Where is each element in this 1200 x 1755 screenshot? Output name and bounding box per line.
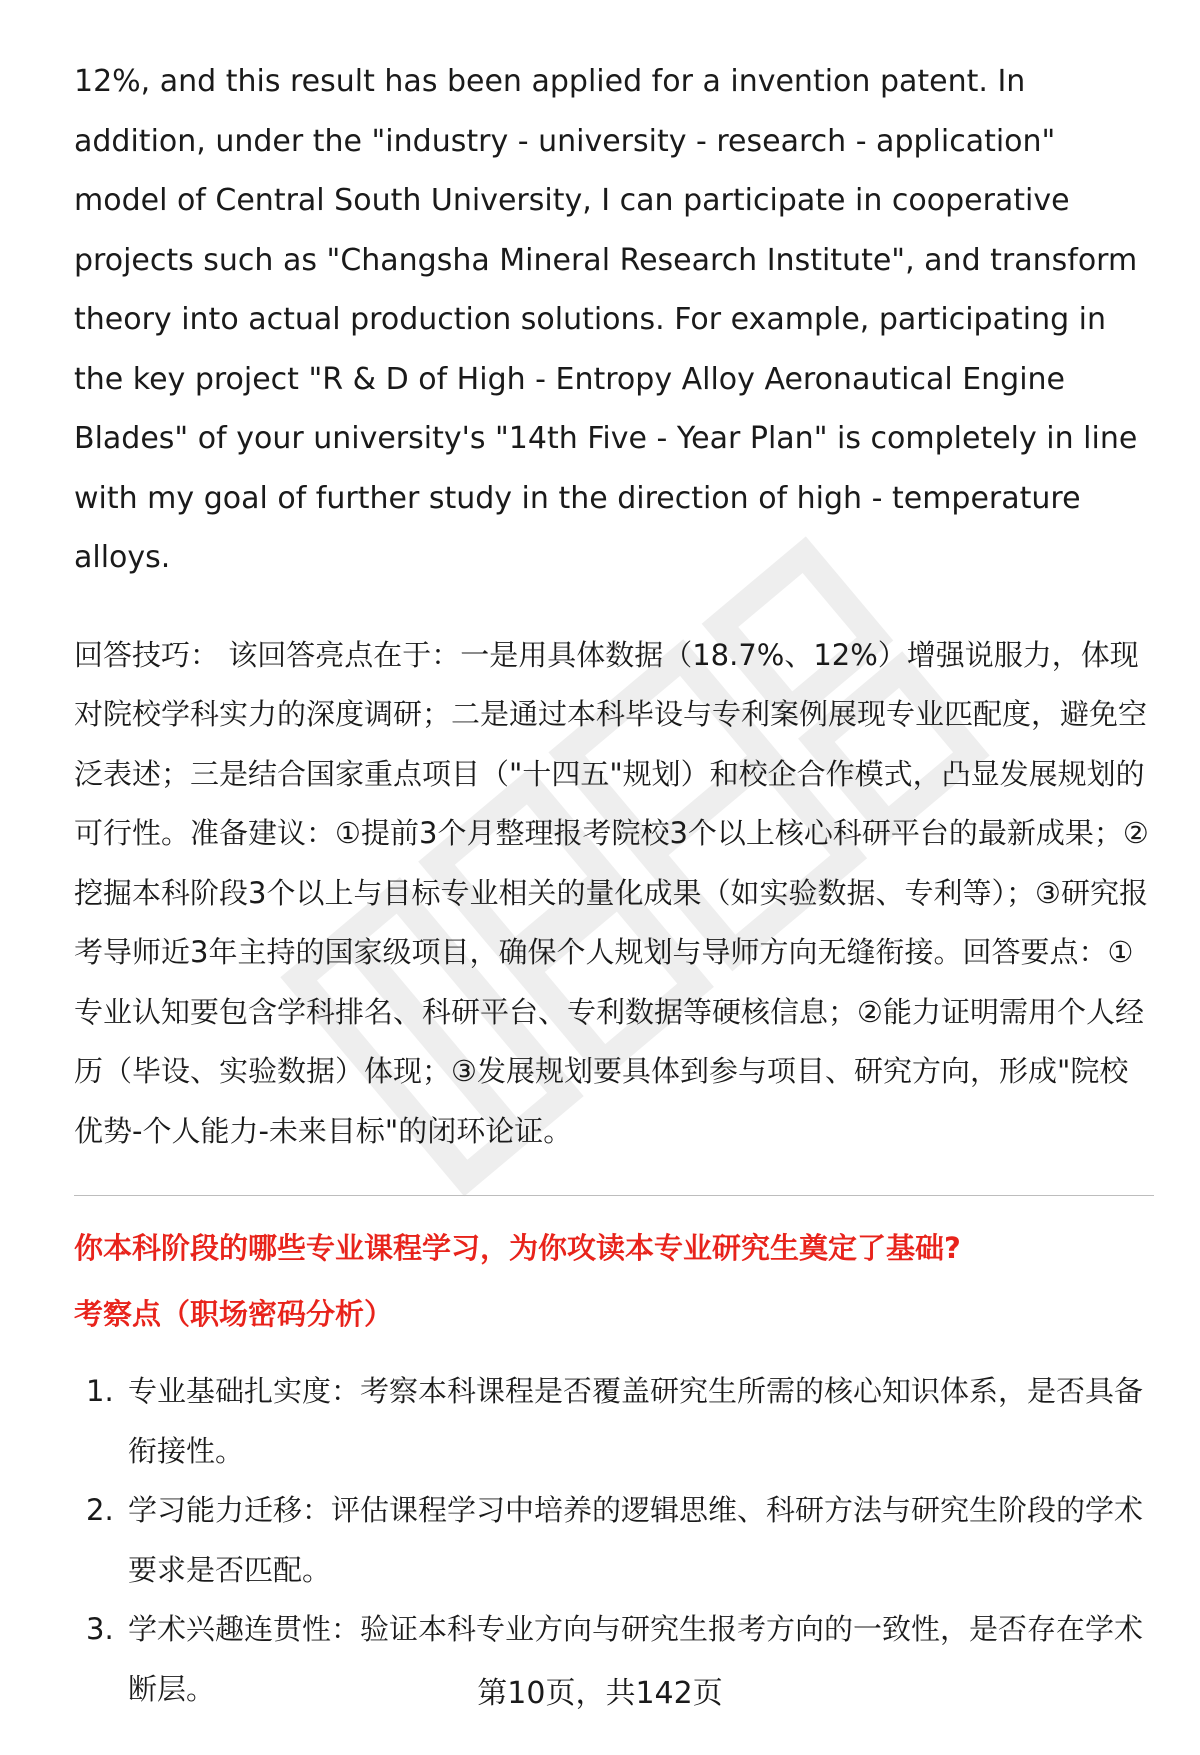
exam-points-list [74,1362,1154,1719]
list-item-text: 专业基础扎实度：考察本科课程是否覆盖研究生所需的核心知识体系，是否具备衔接性。 [128,1374,1144,1468]
page-number-footer: 第10页，共142页 [477,1676,723,1711]
section-divider [74,1195,1154,1196]
list-item-text: 学习能力迁移：评估课程学习中培养的逻辑思维、科研方法与研究生阶段的学术要求是否匹配。 [128,1493,1144,1587]
list-item [74,1481,1154,1600]
list-item [74,1362,1154,1481]
main-content [74,52,1154,1719]
list-item-number: 3. [86,1612,114,1646]
list-item-number: 2. [86,1493,114,1527]
list-item-number: 1. [86,1374,114,1408]
intro-paragraph: 12%, and this result has been applied for a invention patent. In addition, under the "industry - university - research - application" model of Central South University, I can participate in cooperative projects such as "Changsha Mineral Research Institute", and transform theory into actual production solutions. For example, participating in the key project "R & D of High - Entropy Alloy Aeronautical Engine Blades" of your university's "14th Five - Year Plan" is completely in line with my goal of further study in the direction of high - temperature alloys. [74,64,1138,575]
list-item-text: 学术兴趣连贯性：验证本科专业方向与研究生报考方向的一致性，是否存在学术断层。 [128,1612,1144,1706]
answer-tips-paragraph: 回答技巧： 该回答亮点在于：一是用具体数据（18.7%、12%）增强说服力，体现对院校学科实力的深度调研；二是通过本科毕设与专利案例展现专业匹配度，避免空泛表述；三是结合国家重点项目（"十四五"规划）和校企合作模式，凸显发展规划的可行性。准备建议：①提前3个月整理报考院校3个以上核心科研平台的最新成果；②挖掘本科阶段3个以上与目标专业相关的量化成果（如实验数据、专利等）；③研究报考导师近3年主持的国家级项目，确保个人规划与导师方向无缝衔接。回答要点：①专业认知要包含学科排名、科研平台、专利数据等硬核信息；②能力证明需用个人经历（毕设、实验数据）体现；③发展规划要具体到参与项目、研究方向，形成"院校优势-个人能力-未来目标"的闭环论证。 [74,637,1149,1148]
question-heading: 你本科阶段的哪些专业课程学习，为你攻读本专业研究生奠定了基础? [74,1231,961,1265]
exam-points-heading: 考察点（职场密码分析） [74,1297,394,1331]
